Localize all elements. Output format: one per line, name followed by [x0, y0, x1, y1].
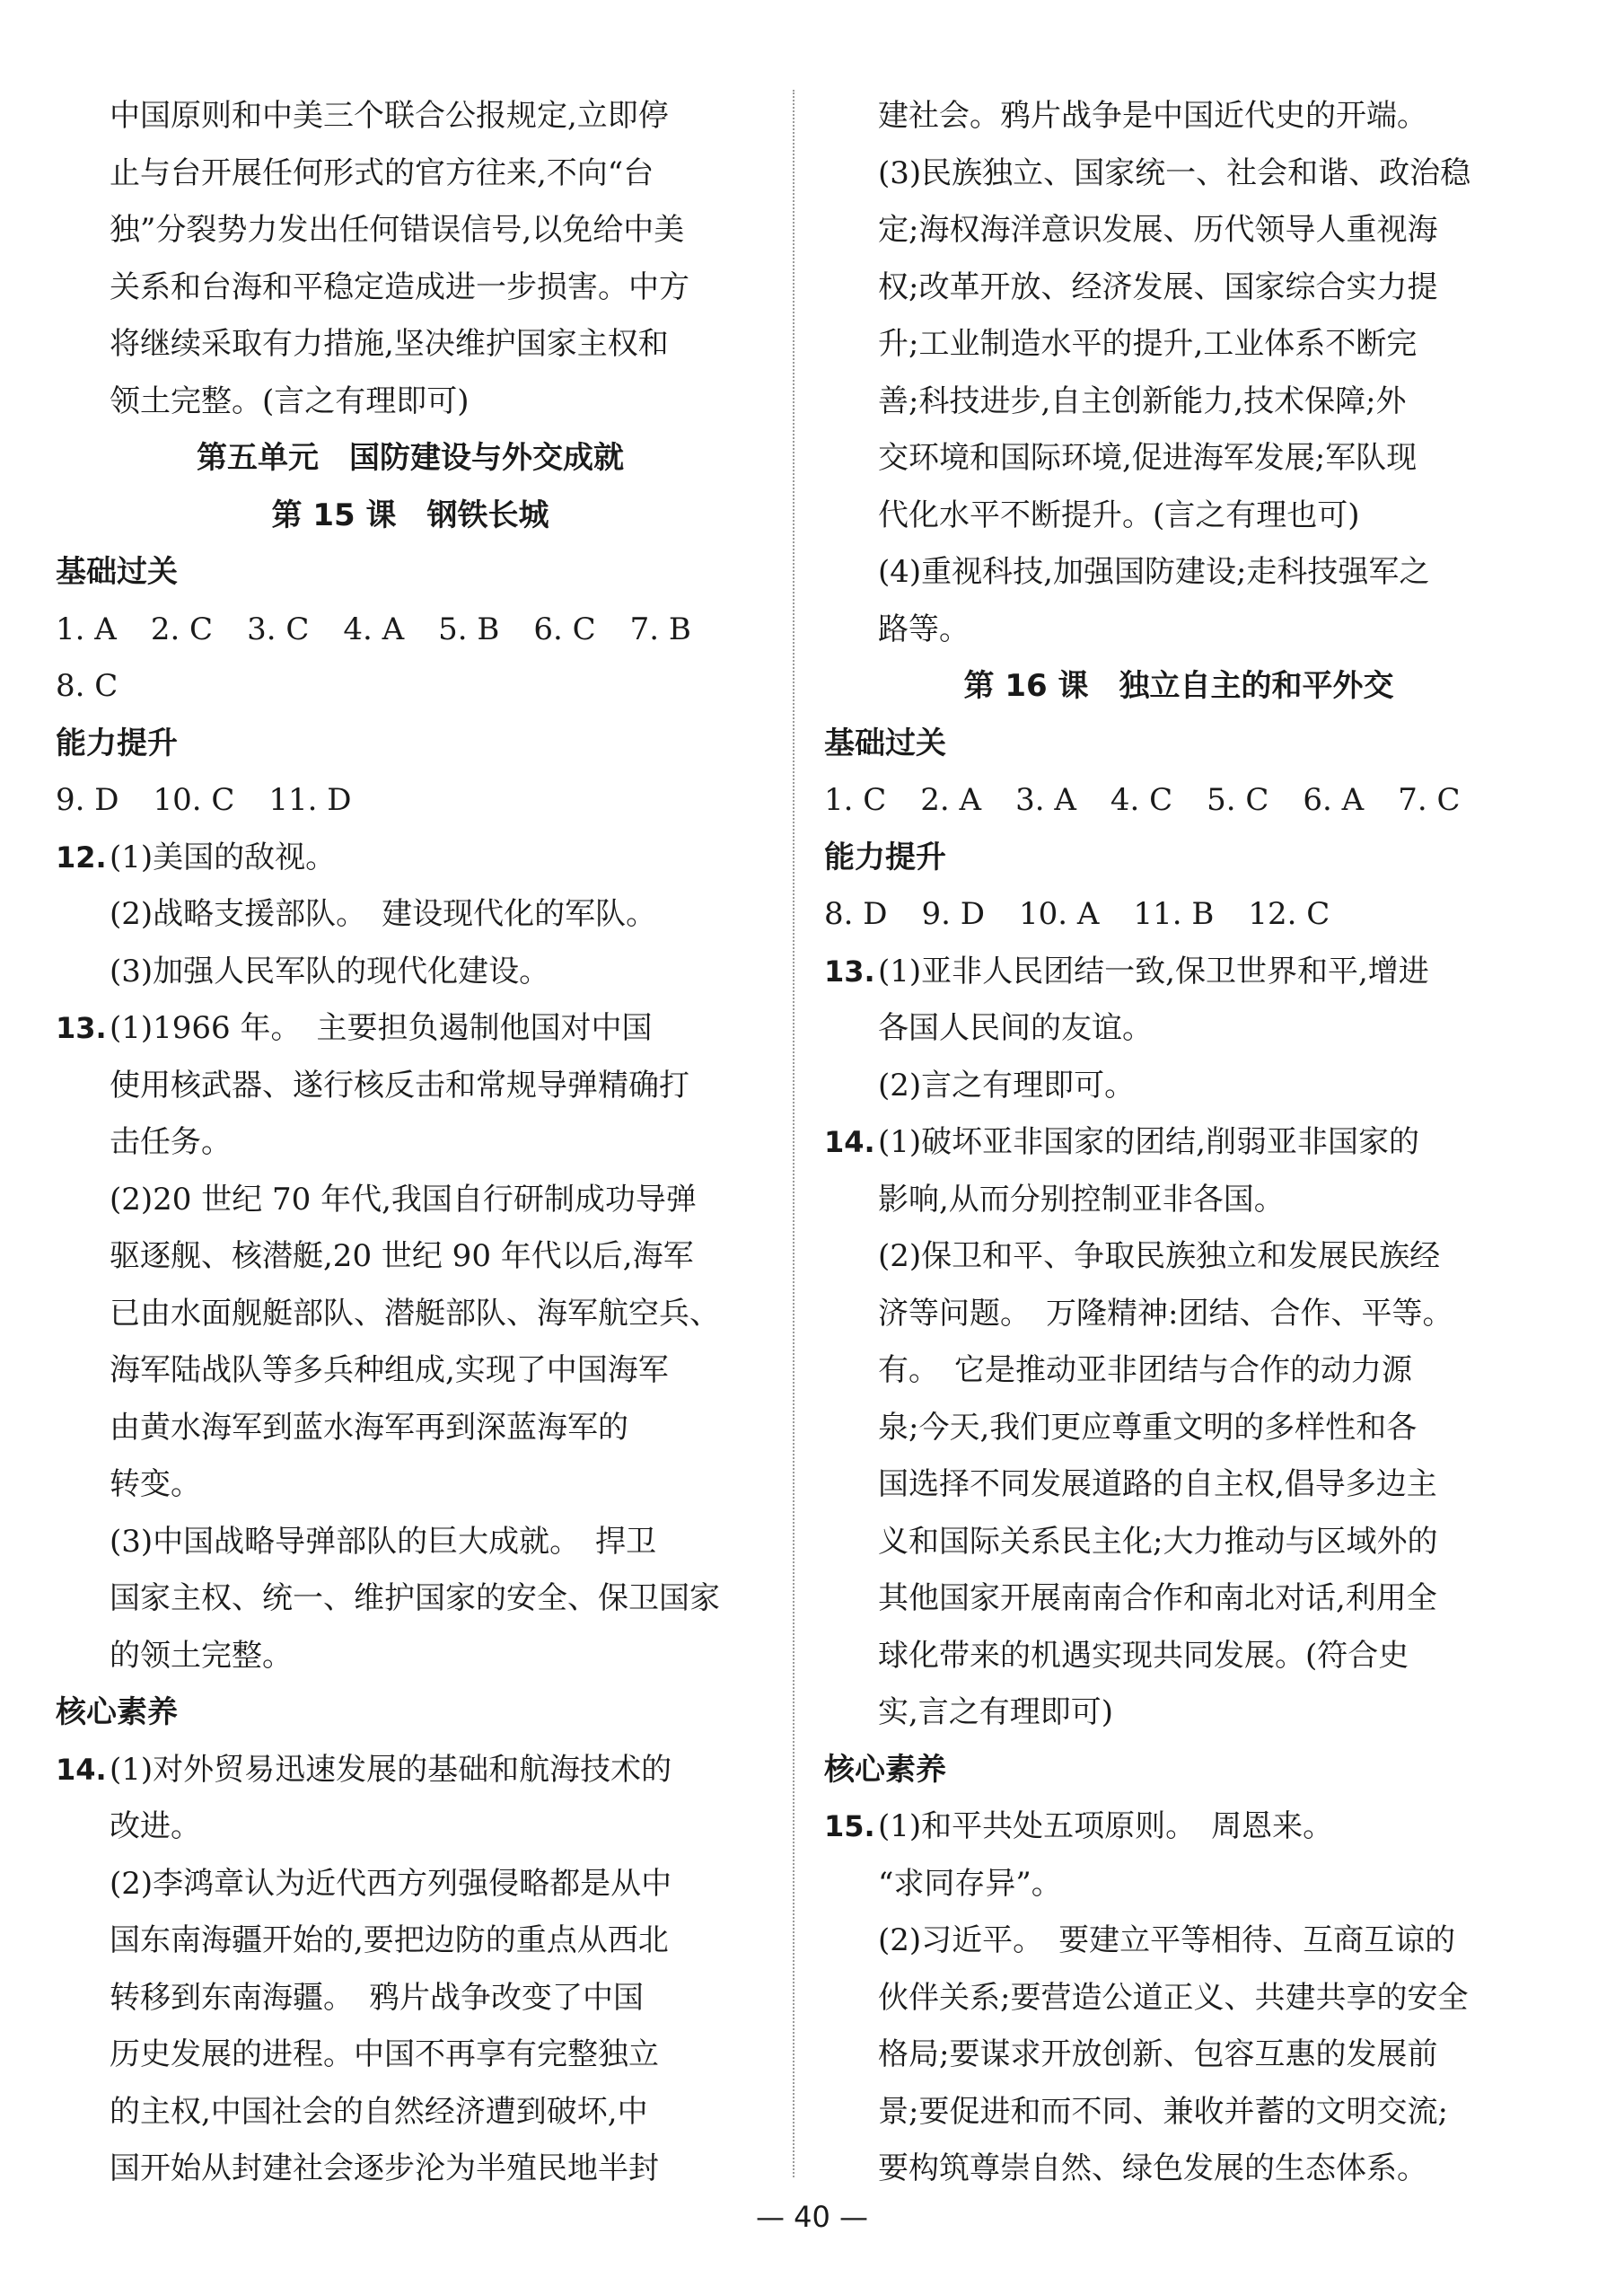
question-number: 14.: [56, 1752, 107, 1787]
text-line: 要构筑尊崇自然、绿色发展的生态体系。: [878, 2150, 1427, 2186]
question-number: 12.: [56, 840, 107, 875]
answer: 2. C: [150, 611, 214, 647]
answer: 12. C: [1248, 896, 1330, 932]
text-line: 的主权,中国社会的自然经济遭到破坏,中: [110, 2093, 648, 2130]
text-line: (1)亚非人民团结一致,保卫世界和平,增进: [878, 953, 1429, 989]
answer: 6. C: [533, 611, 596, 647]
text-line: 国家主权、统一、维护国家的安全、保卫国家: [110, 1580, 720, 1616]
text-line: 伙伴关系;要营造公道正义、共建共享的安全: [878, 1979, 1469, 2016]
text-line: 海军陆战队等多兵种组成,实现了中国海军: [110, 1352, 669, 1388]
answer: 10. C: [153, 782, 235, 818]
lesson-title: 第 16 课 独立自主的和平外交: [963, 668, 1394, 704]
text-line: (2)20 世纪 70 年代,我国自行研制成功导弹: [110, 1181, 697, 1218]
answer: 4. A: [343, 611, 405, 647]
text-line: 球化带来的机遇实现共同发展。(符合史: [878, 1637, 1409, 1674]
answer: 3. A: [1015, 782, 1076, 818]
text-line: 格局;要谋求开放创新、包容互惠的发展前: [878, 2036, 1438, 2072]
text-line: (1)对外贸易迅速发展的基础和航海技术的: [110, 1751, 672, 1788]
text-line: 的领土完整。: [110, 1637, 293, 1674]
question-13: [56, 1000, 765, 1058]
text-line: 有。 它是推动亚非团结与合作的动力源: [878, 1352, 1412, 1388]
text-line: 止与台开展任何形式的官方往来,不向“台: [110, 154, 654, 191]
section-heading-core: 核心素养: [56, 1694, 178, 1730]
question-12: [56, 830, 765, 887]
answer: 1. C: [824, 782, 887, 818]
answer: 7. B: [629, 611, 691, 647]
section-heading-ability: 能力提升: [824, 839, 946, 875]
question-number: 13.: [824, 954, 875, 989]
text-line: (4)重视科技,加强国防建设;走科技强军之: [878, 554, 1430, 590]
answer: 11. D: [268, 782, 352, 818]
answer: 2. A: [920, 782, 982, 818]
answer-row: [824, 772, 1533, 830]
text-line: 善;科技进步,自主创新能力,技术保障;外: [878, 382, 1407, 419]
text-line: 代化水平不断提升。(言之有理也可): [878, 497, 1360, 533]
text-line: 已由水面舰艇部队、潜艇部队、海军航空兵、: [110, 1295, 720, 1332]
right-column: [824, 88, 1533, 2198]
left-column: [56, 88, 765, 2198]
section-heading-ability: 能力提升: [56, 725, 178, 761]
text-line: (2)战略支援部队。 建设现代化的军队。: [110, 896, 657, 932]
text-line: 驱逐舰、核潜艇,20 世纪 90 年代以后,海军: [110, 1238, 694, 1274]
text-line: 各国人民间的友谊。: [878, 1010, 1153, 1046]
text-line: 中国原则和中美三个联合公报规定,立即停: [110, 98, 669, 134]
text-line: 转变。: [110, 1466, 201, 1502]
answer: 9. D: [921, 896, 986, 932]
text-line: 国东南海疆开始的,要把边防的重点从西北: [110, 1922, 669, 1958]
text-line: 其他国家开展南南合作和南北对话,利用全: [878, 1580, 1437, 1616]
text-line: (1)1966 年。 主要担负遏制他国对中国: [110, 1010, 653, 1046]
answer: 4. C: [1110, 782, 1173, 818]
answer: 8. D: [824, 896, 888, 932]
text-line: 历史发展的进程。中国不再享有完整独立: [110, 2036, 659, 2072]
text-line: 国开始从封建社会逐步沦为半殖民地半封: [110, 2150, 659, 2186]
text-line: 关系和台海和平稳定造成进一步损害。中方: [110, 268, 689, 305]
answer-row: [56, 772, 765, 830]
section-heading-core: 核心素养: [824, 1751, 946, 1788]
text-line: (1)和平共处五项原则。 周恩来。: [878, 1808, 1334, 1844]
text-line: 将继续采取有力措施,坚决维护国家主权和: [110, 326, 669, 362]
text-line: 击任务。: [110, 1124, 232, 1160]
text-line: 独”分裂势力发出任何错误信号,以免给中美: [110, 212, 685, 248]
answer-row: [824, 886, 1533, 944]
text-line: (2)习近平。 要建立平等相待、互商互谅的: [878, 1922, 1456, 1958]
text-line: 影响,从而分别控制亚非各国。: [878, 1181, 1285, 1218]
question-number: 13.: [56, 1011, 107, 1045]
answer: 10. A: [1019, 896, 1100, 932]
text-line: 权;改革开放、经济发展、国家综合实力提: [878, 268, 1438, 305]
answer: 8. C: [56, 668, 119, 704]
text-line: (3)加强人民军队的现代化建设。: [110, 953, 550, 989]
section-heading-basic: 基础过关: [824, 725, 946, 761]
question-number: 14.: [824, 1125, 875, 1159]
answer: 5. C: [1207, 782, 1269, 818]
text-line: 定;海权海洋意识发展、历代领导人重视海: [878, 212, 1438, 248]
column-divider: [793, 90, 794, 2177]
text-line: 国选择不同发展道路的自主权,倡导多边主: [878, 1466, 1437, 1502]
text-line: (2)李鸿章认为近代西方列强侵略都是从中: [110, 1865, 672, 1902]
page-number: — 40 —: [755, 2200, 869, 2234]
text-line: 实,言之有理即可): [878, 1694, 1114, 1730]
text-line: (3)民族独立、国家统一、社会和谐、政治稳: [878, 154, 1471, 191]
text-line: (3)中国战略导弹部队的巨大成就。 捍卫: [110, 1523, 657, 1560]
text-line: 义和国际关系民主化;大力推动与区域外的: [878, 1523, 1438, 1560]
text-line: 领土完整。(言之有理即可): [110, 382, 470, 419]
text-line: 济等问题。 万隆精神:团结、合作、平等。: [878, 1295, 1453, 1332]
text-line: 景;要促进和而不同、兼收并蓄的文明交流;: [878, 2093, 1448, 2130]
text-line: (1)破坏亚非国家的团结,削弱亚非国家的: [878, 1124, 1419, 1160]
section-heading-basic: 基础过关: [56, 554, 178, 590]
answer: 3. C: [247, 611, 310, 647]
text-line: (2)言之有理即可。: [878, 1067, 1136, 1104]
text-line: 建社会。鸦片战争是中国近代史的开端。: [878, 98, 1427, 134]
answer: 9. D: [56, 782, 119, 818]
text-line: (1)美国的敌视。: [110, 839, 337, 875]
text-line: “求同存异”。: [878, 1865, 1062, 1902]
answer: 7. C: [1398, 782, 1461, 818]
question-13: [824, 944, 1533, 1001]
text-line: 由黄水海军到蓝水海军再到深蓝海军的: [110, 1409, 628, 1446]
text-line: 路等。: [878, 611, 970, 647]
question-15: [824, 1798, 1533, 1856]
text-line: 转移到东南海疆。 鸦片战争改变了中国: [110, 1979, 644, 2016]
unit-title: 第五单元 国防建设与外交成就: [197, 440, 624, 476]
answer: 1. A: [56, 611, 117, 647]
question-14: [56, 1742, 765, 1799]
question-number: 15.: [824, 1809, 875, 1843]
text-line: 升;工业制造水平的提升,工业体系不断完: [878, 326, 1418, 362]
text-line: 改进。: [110, 1808, 201, 1844]
text-line: 交环境和国际环境,促进海军发展;军队现: [878, 440, 1418, 476]
question-14: [824, 1114, 1533, 1172]
text-line: 使用核武器、遂行核反击和常规导弹精确打: [110, 1067, 689, 1104]
answer: 6. A: [1303, 782, 1365, 818]
answer-row: [56, 602, 765, 659]
text-line: 泉;今天,我们更应尊重文明的多样性和各: [878, 1409, 1418, 1446]
text-line: (2)保卫和平、争取民族独立和发展民族经: [878, 1238, 1441, 1274]
lesson-title: 第 15 课 钢铁长城: [271, 497, 549, 533]
answer: 5. B: [438, 611, 500, 647]
answer: 11. B: [1133, 896, 1215, 932]
answer-row: [56, 658, 765, 716]
